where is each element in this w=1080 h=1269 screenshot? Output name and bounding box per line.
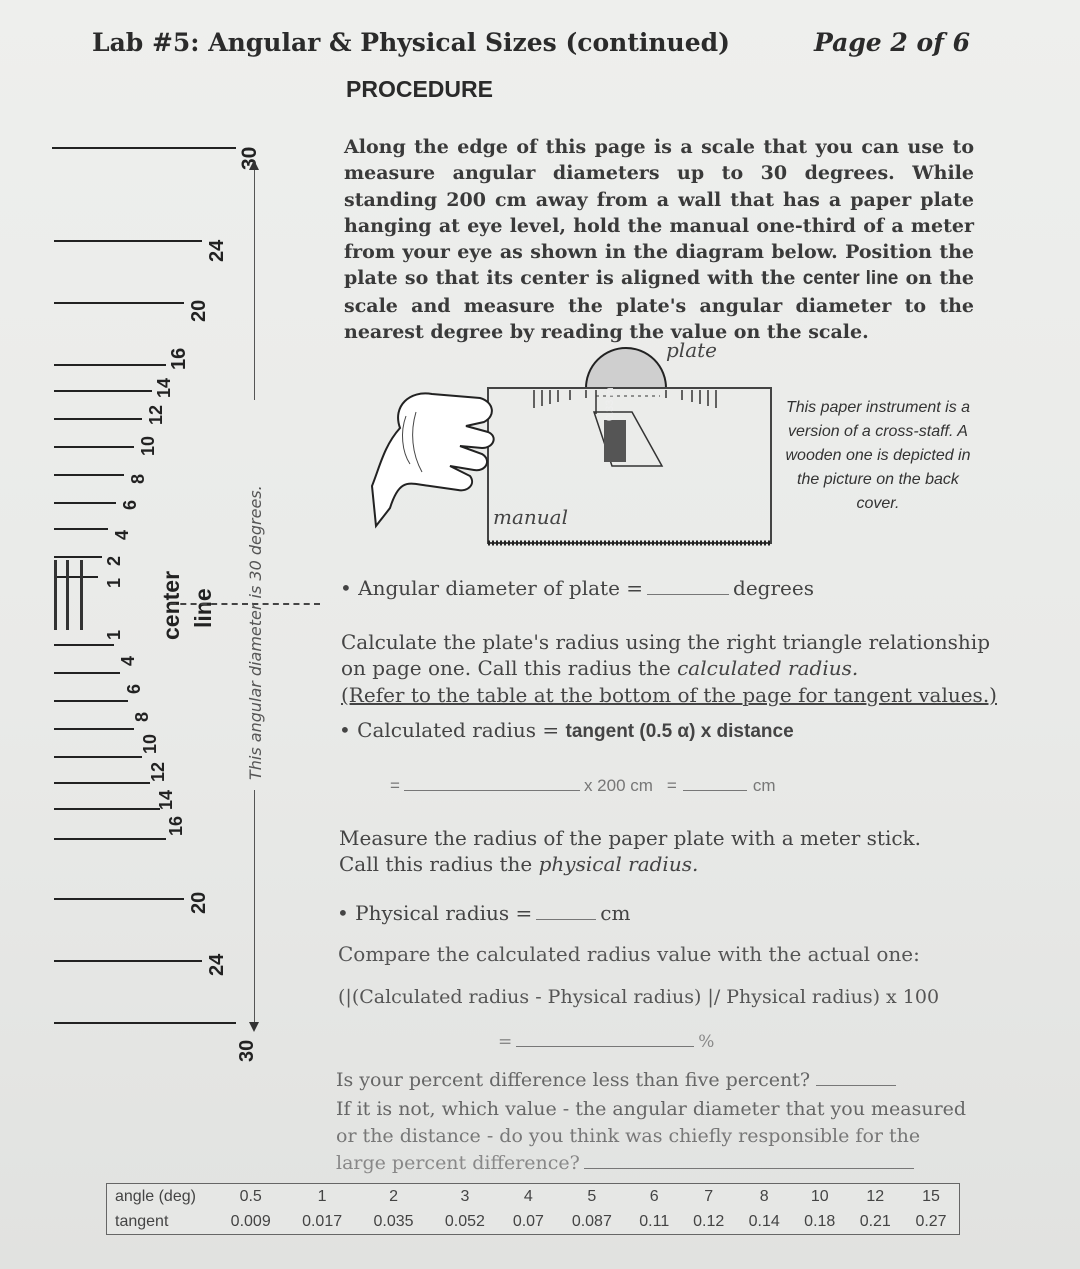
explanation-blank[interactable]: [584, 1168, 914, 1169]
angle-header: angle (deg): [115, 1187, 196, 1205]
scale-line-16b-lower: [54, 838, 166, 840]
tangent-row: [107, 1209, 960, 1235]
scale-line-24-lower: [54, 960, 202, 962]
calculated-radius-line: [390, 776, 776, 796]
tangent-value-blank[interactable]: [404, 790, 580, 791]
scale-number-14-upper: 14: [154, 377, 174, 398]
scale-number-8-upper: 8: [128, 473, 148, 484]
scale-number-16-lower: 16: [166, 815, 186, 836]
scale-number-14-lower: 14: [156, 789, 176, 810]
span-caption: This angular diameter is 30 degrees.: [246, 485, 265, 780]
scale-number-4-lower: 4: [118, 655, 138, 666]
calc-text-2: [341, 656, 858, 680]
center-line-term: center line: [802, 268, 899, 290]
tangent-cell: 0.18: [804, 1212, 836, 1230]
tangent-cell: 0.07: [512, 1212, 544, 1230]
calc-text-1: Calculate the plate's radius using the right triangle relationship: [341, 630, 991, 654]
percent-formula: (|(Calculated radius - Physical radius) |/ Physical radius) x 100: [338, 986, 940, 1008]
page-title: Lab #5: Angular & Physical Sizes (continued): [92, 28, 730, 57]
scale-line-2-upper: [54, 556, 102, 558]
angle-cell: 7: [704, 1187, 714, 1205]
scale-tick: [80, 560, 83, 630]
scale-tick: [66, 560, 69, 630]
angular-diameter-unit: degrees: [733, 576, 814, 600]
scale-line-30-lower: [54, 1022, 236, 1024]
tangent-cell: 0.017: [302, 1212, 343, 1230]
calc-text-2b: calculated radius.: [677, 656, 859, 680]
cross-staff-note: This paper instrument is a version of a cross-staff. A wooden one is depicted in the picture on the back cover.: [785, 399, 971, 512]
calculated-radius-blank[interactable]: [683, 790, 747, 791]
scale-line-16-lower: [54, 808, 160, 810]
angle-cell: 2: [389, 1187, 398, 1205]
scale-line-6-lower: [54, 672, 120, 674]
scale-line-20-lower: [54, 898, 184, 900]
tangent-cell: 0.27: [915, 1212, 947, 1230]
calc-text-2a: on page one. Call this radius the: [341, 656, 678, 680]
scale-number-24-lower: 24: [206, 953, 228, 976]
scale-line-6-upper: [54, 502, 116, 504]
scale-number-1-upper: 1: [104, 577, 124, 588]
question-text-4: large percent difference?: [336, 1152, 580, 1174]
tangent-header: tangent: [115, 1212, 169, 1230]
hand-icon: [372, 393, 494, 526]
physical-radius-label: • Physical radius =: [337, 901, 533, 925]
arrow-up-icon: [249, 160, 259, 170]
scale-number-10-lower: 10: [140, 733, 160, 754]
angle-cell: 4: [523, 1187, 533, 1205]
calc-eq: =: [390, 776, 400, 795]
diagram-scale-ticks: [534, 390, 716, 414]
physical-radius-blank[interactable]: [536, 919, 596, 920]
scale-number-12-upper: 12: [146, 404, 166, 425]
tangent-cell: 0.21: [859, 1212, 891, 1230]
scale-number-16-upper: 16: [168, 347, 190, 370]
angle-cell: 8: [759, 1187, 769, 1205]
scale-line-10-upper: [54, 446, 134, 448]
percent-line: [498, 1032, 714, 1052]
scale-line-12-upper: [54, 418, 142, 420]
angle-row: [107, 1184, 960, 1210]
scale-number-20-lower: 20: [188, 891, 210, 914]
page-number: Page 2 of 6: [814, 28, 971, 57]
distance-bar: [604, 420, 626, 462]
physical-text-2: [339, 852, 698, 876]
scale-number-24-upper: 24: [206, 239, 228, 262]
angle-cell: 0.5: [239, 1187, 262, 1205]
scale-line-4-lower: [54, 644, 114, 646]
question-text-1: Is your percent difference less than five percent?: [336, 1069, 811, 1091]
question-line-1: [336, 1069, 896, 1091]
scale-tick: [54, 560, 57, 630]
scale-number-6-lower: 6: [124, 683, 144, 694]
question-line-3: or the distance - do you think was chiefly responsible for the: [336, 1125, 921, 1147]
tangent-cell: 0.052: [444, 1212, 485, 1230]
tangent-cell: 0.14: [748, 1212, 780, 1230]
scale-line-24-upper: [54, 240, 202, 242]
scale-line-14-upper: [54, 390, 152, 392]
tangent-cell: 0.11: [639, 1212, 670, 1230]
tangent-cell: 0.087: [571, 1212, 612, 1230]
distance-label: 0.33 m: [604, 387, 616, 421]
scale-line-12-lower: [54, 756, 142, 758]
scale-number-20-upper: 20: [188, 299, 210, 322]
angle-cell: 10: [810, 1187, 829, 1205]
calc-eq2: =: [666, 776, 677, 795]
scale-line-10-lower: [54, 728, 134, 730]
percent-blank[interactable]: [516, 1046, 694, 1047]
span-line-bottom: [254, 790, 255, 1022]
angle-cell: 6: [649, 1187, 659, 1205]
scale-number-12-lower: 12: [148, 761, 168, 782]
tangent-table: [106, 1183, 960, 1235]
percent-unit: %: [698, 1032, 715, 1052]
scale-number-6-upper: 6: [120, 499, 140, 510]
angular-diameter-line: [340, 576, 814, 600]
tangent-cell: 0.12: [693, 1212, 725, 1230]
cross-staff-diagram: [370, 336, 780, 548]
scale-line-8-lower: [54, 700, 128, 702]
question-line-4: [336, 1152, 914, 1174]
scale-number-8-lower: 8: [132, 711, 152, 722]
physical-radius-unit: cm: [600, 901, 631, 925]
angle-cell: 1: [317, 1187, 327, 1205]
scale-number-1-lower: 1: [104, 629, 124, 640]
scale-number-30-lower: 30: [236, 1039, 258, 1062]
scale-line-1-upper: [54, 576, 98, 578]
scale-number-4-upper: 4: [112, 529, 132, 540]
compare-text: Compare the calculated radius value with the actual one:: [338, 942, 920, 966]
question-answer-blank[interactable]: [816, 1085, 896, 1086]
section-heading: PROCEDURE: [346, 76, 493, 102]
calculated-radius-label: • Calculated radius =: [339, 718, 566, 742]
manual-label: manual: [493, 505, 568, 529]
intro-text-2: on the scale and measure the plate's angular diameter to the nearest degree by reading the value on the scale.: [344, 267, 974, 344]
angle-cell: 5: [587, 1187, 597, 1205]
plate-icon: [586, 348, 666, 388]
center-label-center: center: [158, 570, 184, 640]
scale-number-30-upper: 30: [238, 146, 261, 170]
question-line-2: If it is not, which value - the angular diameter that you measured: [336, 1098, 967, 1120]
calculated-radius-formula-text: tangent (0.5 α) x distance: [565, 721, 794, 742]
tangent-table-reference: (Refer to the table at the bottom of the page for tangent values.): [341, 683, 997, 707]
physical-radius-line: [337, 901, 630, 925]
scale-line-14-lower: [54, 782, 150, 784]
span-line-top: [254, 170, 255, 400]
percent-eq: =: [498, 1032, 513, 1052]
scale-line-20-upper: [54, 302, 184, 304]
arrow-down-icon: [249, 1022, 259, 1032]
angular-diameter-label: • Angular diameter of plate =: [340, 576, 644, 600]
intro-paragraph: [344, 134, 974, 345]
intro-text-1: Along the edge of this page is a scale that you can use to measure angular diameters up to 30 degrees. While standing 200 cm away from a wall that has a paper plate hanging at eye level, hold the manual one-third of a meter from your eye as shown in the diagram below. Position the plate so that its center is aligned with the: [344, 136, 974, 290]
scale-line-30-upper: [52, 147, 236, 149]
angle-cell: 3: [460, 1187, 470, 1205]
angle-cell: 12: [866, 1187, 885, 1205]
plate-label: plate: [666, 338, 717, 362]
scale-line-4-upper: [54, 528, 108, 530]
angle-cell: 15: [922, 1187, 940, 1205]
physical-text-2a: Call this radius the: [339, 852, 539, 876]
tangent-cell: 0.009: [230, 1212, 271, 1230]
scale-number-10-upper: 10: [138, 435, 158, 456]
physical-text-1: Measure the radius of the paper plate with a meter stick.: [339, 826, 922, 850]
scale-line-16-upper: [54, 364, 166, 366]
tangent-cell: 0.035: [373, 1212, 414, 1230]
physical-text-2b: physical radius.: [538, 852, 699, 876]
scale-line-8-upper: [54, 474, 124, 476]
calculated-radius-formula: [339, 718, 794, 743]
center-dashed-line: [170, 603, 320, 605]
scale-number-2-upper: 2: [104, 555, 124, 566]
calc-unit: cm: [752, 776, 776, 795]
calc-times: x 200 cm: [583, 776, 653, 795]
center-label-line: line: [190, 588, 216, 628]
angular-diameter-blank[interactable]: [647, 594, 729, 595]
